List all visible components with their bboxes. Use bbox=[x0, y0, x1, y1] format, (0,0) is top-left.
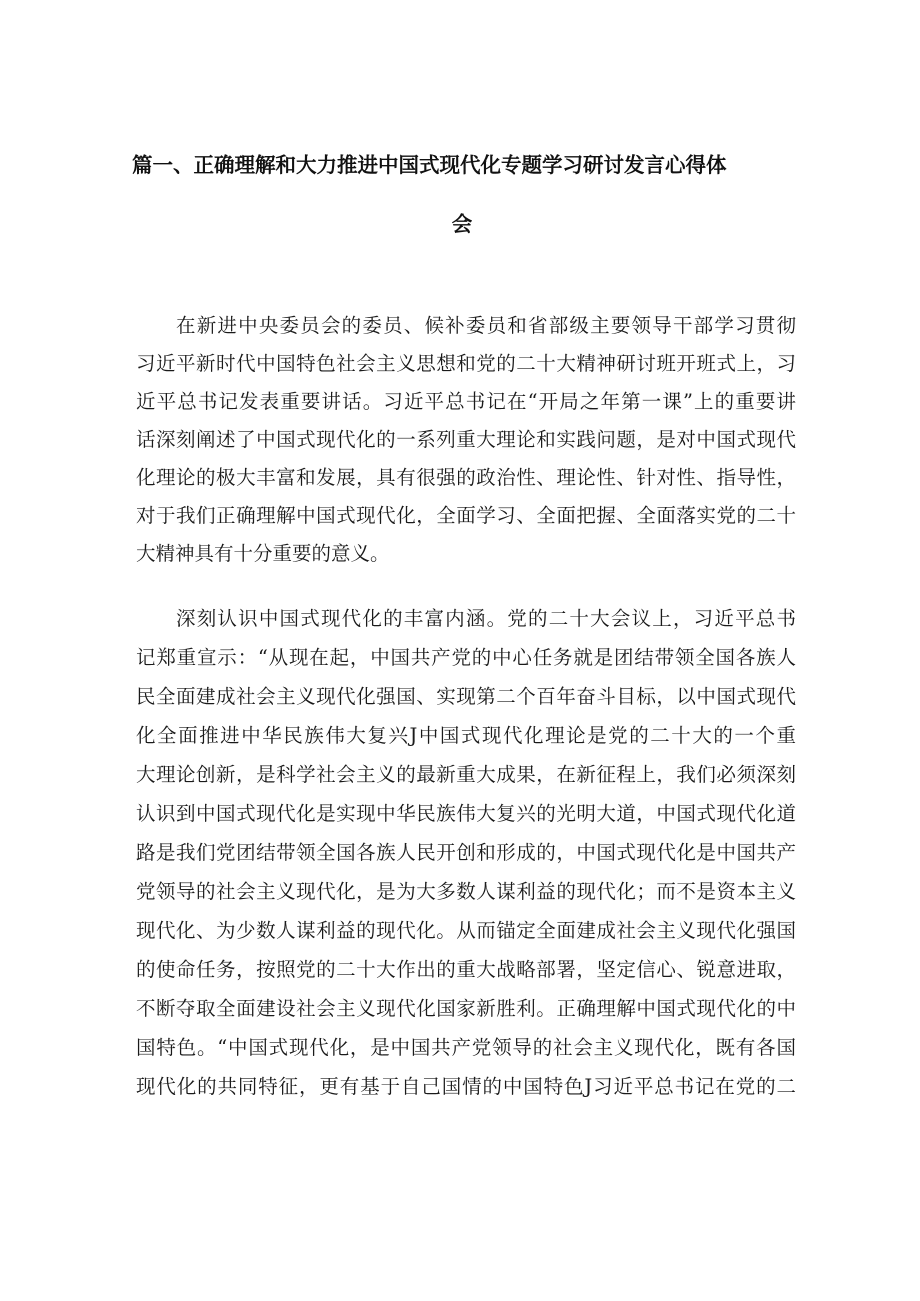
text-line: 认识到中国式现代化是实现中华民族伟大复兴的光明大道，中国式现代化道 bbox=[136, 802, 796, 825]
text-line: 党领导的社会主义现代化，是为大多数人谋利益的现代化；而不是资本主义 bbox=[136, 880, 796, 903]
document-title-line-2: 会 bbox=[451, 212, 473, 236]
text-line: 国特色。“中国式现代化，是中国共产党领导的社会主义现代化，既有各国 bbox=[136, 1036, 796, 1059]
text-line: 化理论的极大丰富和发展，具有很强的政治性、理论性、针对性、指导性， bbox=[136, 466, 796, 489]
text-line: 对于我们正确理解中国式现代化，全面学习、全面把握、全面落实党的二十 bbox=[136, 504, 796, 527]
text-line: 民全面建成社会主义现代化强国、实现第二个百年奋斗目标，以中国式现代 bbox=[136, 685, 796, 708]
text-line: 现代化的共同特征，更有基于自己国情的中国特色J习近平总书记在党的二 bbox=[136, 1075, 796, 1098]
text-line: 的使命任务，按照党的二十大作出的重大战略部署，坚定信心、锐意进取， bbox=[136, 958, 796, 981]
text-line: 大理论创新，是科学社会主义的最新重大成果，在新征程上，我们必须深刻 bbox=[136, 763, 796, 786]
document-title-line-1: 篇一、正确理解和大力推进中国式现代化专题学习研讨发言心得体 bbox=[132, 153, 727, 177]
text-line: 习近平新时代中国特色社会主义思想和党的二十大精神研讨班开班式上，习 bbox=[136, 352, 796, 375]
text-line: 路是我们党团结带领全国各族人民开创和形成的，中国式现代化是中国共产 bbox=[136, 841, 796, 864]
text-line: 近平总书记发表重要讲话。习近平总书记在“开局之年第一课”上的重要讲 bbox=[136, 390, 796, 413]
text-line: 现代化、为少数人谋利益的现代化。从而锚定全面建成社会主义现代化强国 bbox=[136, 919, 796, 942]
text-line: 大精神具有十分重要的意义。 bbox=[136, 542, 390, 565]
text-line: 深刻认识中国式现代化的丰富内涵。党的二十大会议上，习近平总书 bbox=[176, 607, 796, 630]
text-line: 话深刻阐述了中国式现代化的一系列重大理论和实践问题，是对中国式现代 bbox=[136, 428, 796, 451]
text-line: 化全面推进中华民族伟大复兴J中国式现代化理论是党的二十大的一个重 bbox=[136, 724, 796, 747]
text-line: 在新进中央委员会的委员、候补委员和省部级主要领导干部学习贯彻 bbox=[176, 314, 796, 337]
text-line: 不断夺取全面建设社会主义现代化国家新胜利。正确理解中国式现代化的中 bbox=[136, 997, 796, 1020]
text-line: 记郑重宣示：“从现在起，中国共产党的中心任务就是团结带领全国各族人 bbox=[136, 646, 796, 669]
